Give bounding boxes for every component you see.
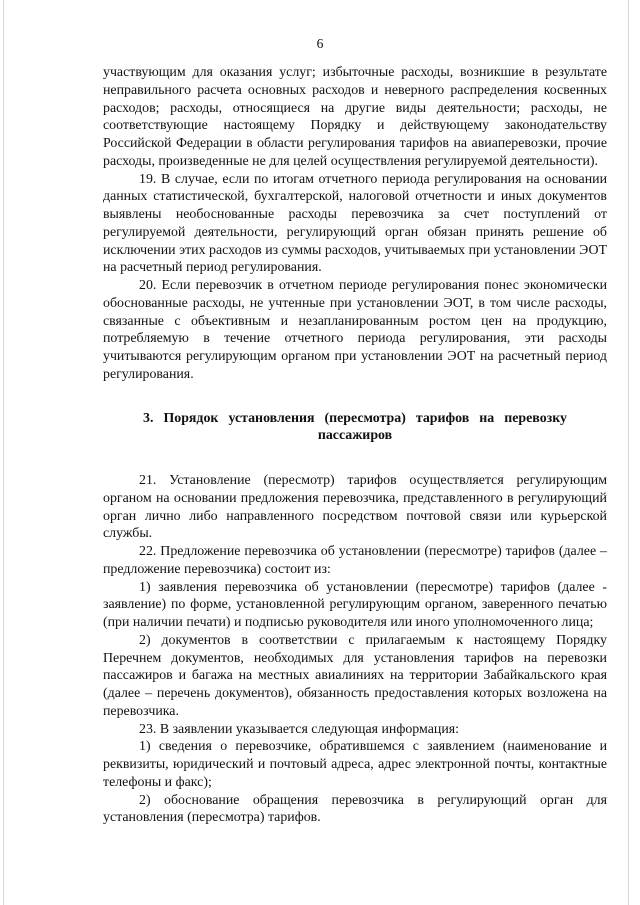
paragraph-23: 23. В заявлении указывается следующая информация: [139, 721, 460, 737]
scan-edge-left [3, 0, 4, 905]
scan-edge-right [628, 0, 629, 905]
paragraph-21: 21. Установление (пересмотр) тарифов осуществляется регулирующим органом на основании предложения перевозчика, представленного в регулирующий орган лично либо направленного посредством почтовой связи или курьерской службы. [103, 473, 607, 542]
paragraph-20: 20. Если перевозчик в отчетном периоде регулирования понес экономически обоснованные расходы, не учтенные при установлении ЭОТ, в том числе расходы, связанные с объективным и незапланированным ростом цен на продукцию, потребляемую в течение отчетного периода регулирования, эти расходы учитываются регулирующим органом при установлении ЭОТ на расчетный период регулирования. [103, 278, 607, 382]
paragraph-23-item-2: 2) обоснование обращения перевозчика в регулирующий орган для установления (пересмотра) тарифов. [103, 792, 607, 826]
paragraph-22-item-2: 2) документов в соответствии с прилагаемым к настоящему Порядку Перечнем документов, необходимых для установления тарифов на перевозки пассажиров и багажа на местных авиалиниях на территории Забайкальского края (далее – перечень документов), обязанность предоставления которых возложена на перевозчика. [103, 632, 607, 719]
section-heading: 3. Порядок установления (пересмотра) тарифов на перевозку пассажиров [143, 410, 567, 444]
paragraph-continuation: участвующим для оказания услуг; избыточные расходы, возникшие в результате неправильного расчета основных расходов и неверного распределения косвенных расходов; расходы, относящиеся на другие виды деятельности; расходы, не соответствующие настоящему Порядку и действующему законодательству Российской Федерации в области регулирования тарифов на авиаперевозки, прочие расходы, произведенные не для целей осуществления регулируемой деятельности). [103, 65, 607, 169]
paragraph-22-item-1: 1) заявления перевозчика об установлении (пересмотре) тарифов (далее - заявление) по форме, установленной регулирующим органом, заверенного печатью (при наличии печати) и подписью руководителя или иного уполномоченного лица; [103, 579, 607, 630]
page-number: 6 [316, 36, 324, 51]
document-body [103, 64, 607, 827]
paragraph-22: 22. Предложение перевозчика об установлении (пересмотре) тарифов (далее – предложение перевозчика) состоит из: [103, 544, 607, 577]
paragraph-23-item-1: 1) сведения о перевозчике, обратившемся с заявлением (наименование и реквизиты, юридический и почтовый адреса, адрес электронной почты, контактные телефоны и факс); [103, 739, 607, 790]
paragraph-19: 19. В случае, если по итогам отчетного периода регулирования на основании данных статистической, бухгалтерской, налоговой отчетности и иных документов выявлены необоснованные расходы перевозчика за счет поступлений от регулируемой деятельности, регулирующий орган обязан принять решение об исключении этих расходов из суммы расходов, учитываемых при установлении ЭОТ на расчетный период регулирования. [103, 171, 607, 276]
